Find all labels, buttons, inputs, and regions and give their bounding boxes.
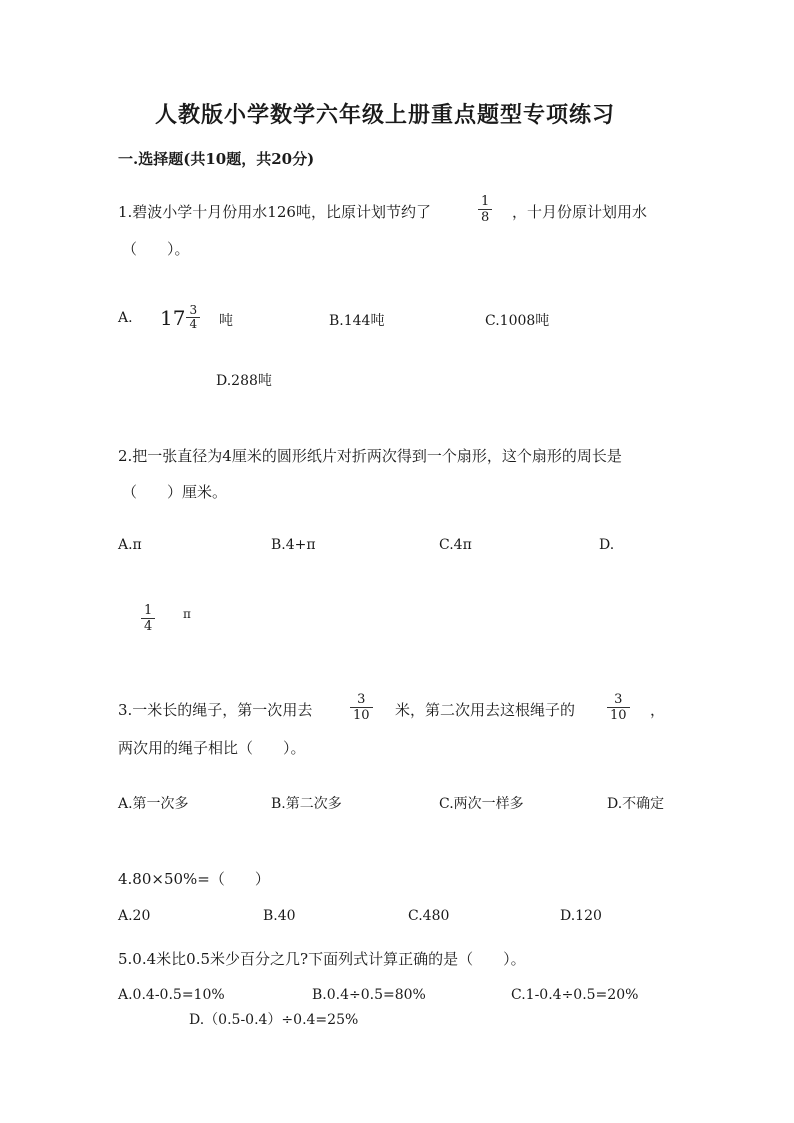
q1-option-a-denominator: 4	[186, 317, 200, 331]
q1-text-start: 1.碧波小学十月份用水126吨，比原计划节约了	[118, 203, 431, 221]
q2-option-d-denominator: 4	[141, 618, 155, 634]
q3-text-comma: ，	[650, 701, 666, 719]
q3-text-start: 3.一米长的绳子，第一次用去	[118, 701, 313, 719]
q1-text-blank: （ ）。	[122, 240, 190, 258]
q1-option-b[interactable]: B.144吨	[329, 313, 385, 329]
q2-option-d[interactable]: D.	[599, 537, 615, 553]
q5-option-c[interactable]: C.1-0.4÷0.5=20%	[511, 987, 639, 1003]
q3-fraction-1-denominator: 10	[350, 707, 373, 723]
q3-option-d[interactable]: D.不确定	[607, 796, 665, 812]
q3-fraction-1	[350, 692, 373, 723]
q2-option-d-numerator: 1	[144, 603, 153, 618]
q3-option-c[interactable]: C.两次一样多	[439, 796, 524, 812]
q3-fraction-2-numerator: 3	[614, 692, 623, 707]
q4-option-b[interactable]: B.40	[263, 908, 296, 924]
section-heading: 一.选择题(共10题，共20分)	[118, 150, 315, 168]
q2-option-d-fraction[interactable]	[141, 603, 155, 634]
q1-fraction-numerator: 1	[481, 194, 490, 209]
q5-option-d[interactable]: D.（0.5-0.4）÷0.4=25%	[189, 1012, 359, 1028]
q1-option-c[interactable]: C.1008吨	[485, 313, 550, 329]
q2-option-c[interactable]: C.4π	[439, 537, 472, 553]
q1-option-a-whole: 17	[160, 305, 186, 330]
q4-option-d[interactable]: D.120	[560, 908, 602, 924]
q1-option-a-mixed-number[interactable]	[160, 304, 200, 331]
q4-text: 4.80×50%=（ ）	[118, 870, 270, 888]
q3-fraction-1-numerator: 3	[357, 692, 366, 707]
q1-option-a-fraction	[186, 304, 200, 331]
q3-fraction-2-denominator: 10	[607, 707, 630, 723]
q3-text-end: 两次用的绳子相比（ ）。	[118, 739, 306, 757]
q5-text: 5.0.4米比0.5米少百分之几?下面列式计算正确的是（ ）。	[118, 950, 526, 968]
q4-option-c[interactable]: C.480	[408, 908, 450, 924]
q4-option-a[interactable]: A.20	[118, 908, 151, 924]
q1-fraction	[478, 194, 492, 225]
q3-option-a[interactable]: A.第一次多	[118, 796, 189, 812]
q1-option-a-label[interactable]: A.	[118, 310, 133, 326]
q5-option-a[interactable]: A.0.4-0.5=10%	[118, 987, 225, 1003]
q1-text-middle: ，十月份原计划用水	[512, 203, 648, 221]
q1-option-a-numerator: 3	[189, 303, 198, 317]
q2-text-blank: （ ）厘米。	[122, 483, 228, 501]
q1-fraction-denominator: 8	[478, 209, 492, 225]
q1-option-d[interactable]: D.288吨	[216, 373, 272, 389]
q3-option-b[interactable]: B.第二次多	[271, 796, 342, 812]
q3-fraction-2	[607, 692, 630, 723]
q2-option-a[interactable]: A.π	[118, 537, 142, 553]
page-title: 人教版小学数学六年级上册重点题型专项练习	[155, 102, 616, 128]
q5-option-b[interactable]: B.0.4÷0.5=80%	[312, 987, 426, 1003]
q3-text-middle: 米，第二次用去这根绳子的	[395, 701, 576, 719]
q1-option-a-unit: 吨	[219, 313, 233, 329]
q2-text-start: 2.把一张直径为4厘米的圆形纸片对折两次得到一个扇形，这个扇形的周长是	[118, 447, 622, 465]
q2-option-d-pi: π	[183, 607, 191, 621]
q2-option-b[interactable]: B.4+π	[271, 537, 316, 553]
